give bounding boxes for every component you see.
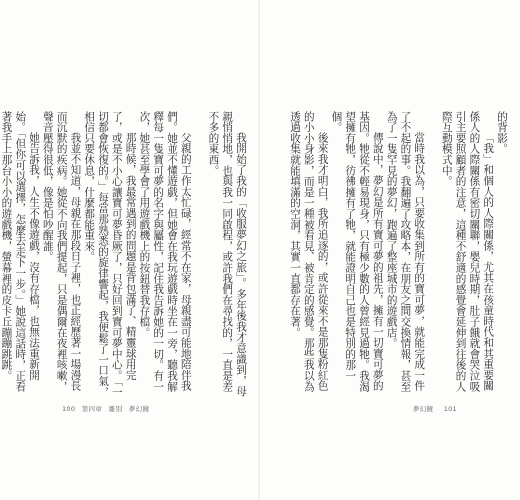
left-page-footer: [58, 404, 153, 413]
paragraph: 她告訴我，人生不像遊戲，沒有存檔，也無法重新開始。「但你可以選擇，怎麼去走下一步。」她說這話時，正看著我手上那台小小的遊戲機，螢幕裡的皮卡丘蹦蹦跳跳。: [0, 111, 41, 392]
paragraph: 「我」和個人的人際關係，尤其在孩童時代和其重要關係人的人際關係有密切關聯，嬰兒時期，肚子餓就會哭泣吸引主要照顧者的注意，這種不舒適的感覺會延伸到往後的人際互動模式中。: [440, 111, 495, 392]
paragraph: 我並不知道，母親在那段日子裡，也正經歷著一場漫長而沉默的疾病。她從不向我們提起，只是偶爾在夜裡咳嗽，聲音壓得很低，像是怕吵醒誰。: [41, 111, 82, 392]
paragraph: 父親的工作太忙碌，經常不在家，母親盡可能地陪伴我們。她並不懂遊戲，但她會在我玩遊戲時坐在一旁，聽我解釋每一隻寶可夢的名字與屬性，記住我告訴她的一切。有一次，她甚至學會了用遊戲機上的按鈕替我存檔。: [138, 111, 192, 392]
chapter-title: 第四章 離別: [81, 405, 123, 413]
right-page-text: [276, 111, 508, 398]
paragraph: 的背影。: [496, 111, 508, 155]
right-page: [260, 0, 520, 500]
paragraph: 當時我以為，只要收集到所有的寶可夢，就能完成一件了不起的事。我翻遍了攻略本，在朋友之間交換情報，甚至為了一隻罕見的夢幻，跑遍了整座城市的遊戲店。: [385, 111, 426, 392]
paragraph: 傳說中，夢幻是所有寶可夢的祖先，擁有一切寶可夢的基因。牠從不輕易現身，只有極少數的人曾經見過牠。我渴望擁有牠，彷彿擁有了牠，就能證明自己也是特別的那一個。: [330, 111, 384, 392]
chapter-title: 夢幻鏡: [412, 405, 434, 413]
paragraph: 我開始了我的「收服夢幻之旅」。多年後我才意識到，母親悄悄地，也與我一同啟程，或許我們在尋找的，一直是差不多的東西。: [207, 111, 247, 397]
paragraph: 那時候，我最常遇到的問題是背包滿了、精靈球用完了，或是不小心讓寶可夢昏厥了，只好回到寶可夢中心。「一切都會恢復的。」每當那熟悉的旋律響起，我便鬆了一口氣，相信只要休息，什麼都能重來。: [83, 111, 137, 398]
book-title: 夢幻鏡: [128, 405, 150, 413]
right-page-footer: [409, 404, 461, 413]
page-number: 100: [62, 405, 76, 413]
left-page-text: [0, 111, 247, 398]
paragraph: 後來我才明白，我所追逐的，或許從來不是那隻粉紅色的小小身影，而是一種被看見、被肯定的感覺。那些我以為透過收集就能填滿的空洞，其實一直都存在著。: [289, 111, 329, 392]
paragraph-break: [192, 111, 206, 398]
paragraph-break: [425, 111, 439, 398]
page-number: 101: [443, 405, 457, 413]
